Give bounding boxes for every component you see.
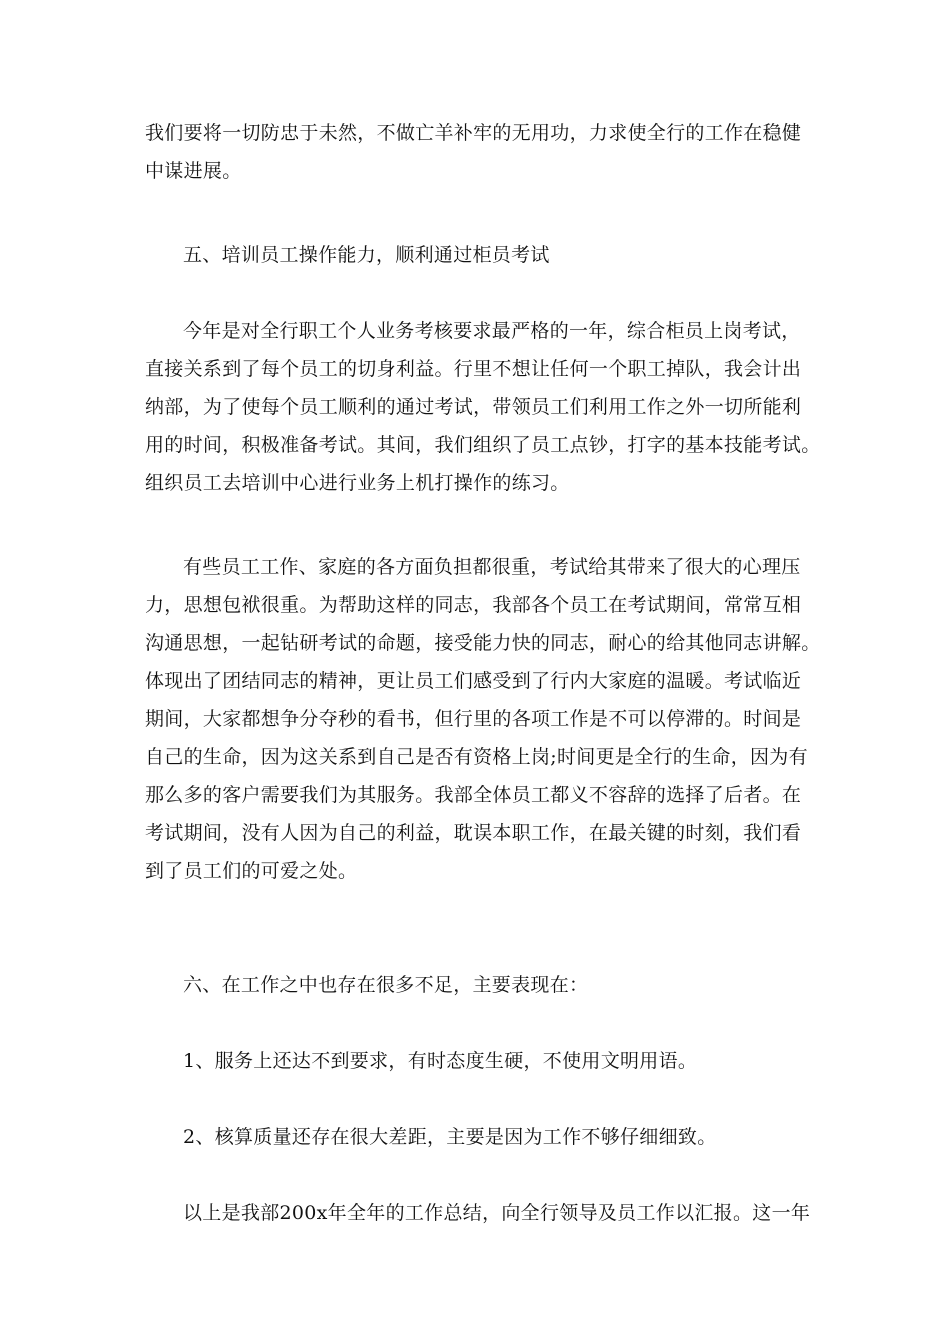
text-line: 沟通思想，一起钻研考试的命题，接受能力快的同志，耐心的给其他同志讲解。 (145, 632, 821, 654)
text-line: 以上是我部200x年全年的工作总结，向全行领导及员工作以汇报。这一年 (183, 1202, 811, 1224)
text-line: 到了员工们的可爱之处。 (145, 860, 358, 882)
text-line: 考试期间，没有人因为自己的利益，耽误本职工作，在最关键的时刻，我们看 (145, 822, 802, 844)
text-line: 直接关系到了每个员工的切身利益。行里不想让任何一个职工掉队，我会计出 (145, 358, 802, 380)
paragraph-conclusion (145, 1194, 810, 1232)
text-line: 中谋进展。 (145, 160, 242, 182)
text-line: 用的时间，积极准备考试。其间，我们组织了员工点钞，打字的基本技能考试。 (145, 434, 821, 456)
paragraph-teamwork (145, 548, 821, 890)
text-line: 今年是对全行职工个人业务考核要求最严格的一年，综合柜员上岗考试， (183, 320, 801, 342)
text-line: 力，思想包袱很重。为帮助这样的同志，我部各个员工在考试期间，常常互相 (145, 594, 802, 616)
text-line: 有些员工工作、家庭的各方面负担都很重，考试给其带来了很大的心理压 (183, 556, 801, 578)
list-item-service (145, 1042, 810, 1080)
list-item-text: 2、核算质量还存在很大差距，主要是因为工作不够仔细细致。 (183, 1126, 717, 1148)
text-line: 体现出了团结同志的精神，更让员工们感受到了行内大家庭的温暖。考试临近 (145, 670, 802, 692)
section-heading-training (145, 236, 810, 274)
text-line: 纳部，为了使每个员工顺利的通过考试，带领员工们利用工作之外一切所能利 (145, 396, 802, 418)
text-line: 期间，大家都想争分夺秒的看书，但行里的各项工作是不可以停滞的。时间是 (145, 708, 802, 730)
section-heading-shortcomings (145, 966, 810, 1004)
text-line: 那么多的客户需要我们为其服务。我部全体员工都义不容辞的选择了后者。在 (145, 784, 802, 806)
list-item-text: 1、服务上还达不到要求，有时态度生硬，不使用文明用语。 (183, 1050, 698, 1072)
paragraph-risk-prevention (145, 114, 810, 190)
text-line: 组织员工去培训中心进行业务上机打操作的练习。 (145, 472, 570, 494)
heading-text: 五、培训员工操作能力，顺利通过柜员考试 (183, 244, 550, 266)
paragraph-exam-preparation (145, 312, 821, 502)
text-line: 我们要将一切防忠于未然，不做亡羊补牢的无用功，力求使全行的工作在稳健 (145, 122, 802, 144)
list-item-accounting (145, 1118, 810, 1156)
text-line: 自己的生命，因为这关系到自己是否有资格上岗;时间更是全行的生命，因为有 (145, 746, 808, 768)
heading-text: 六、在工作之中也存在很多不足，主要表现在： (183, 974, 589, 996)
